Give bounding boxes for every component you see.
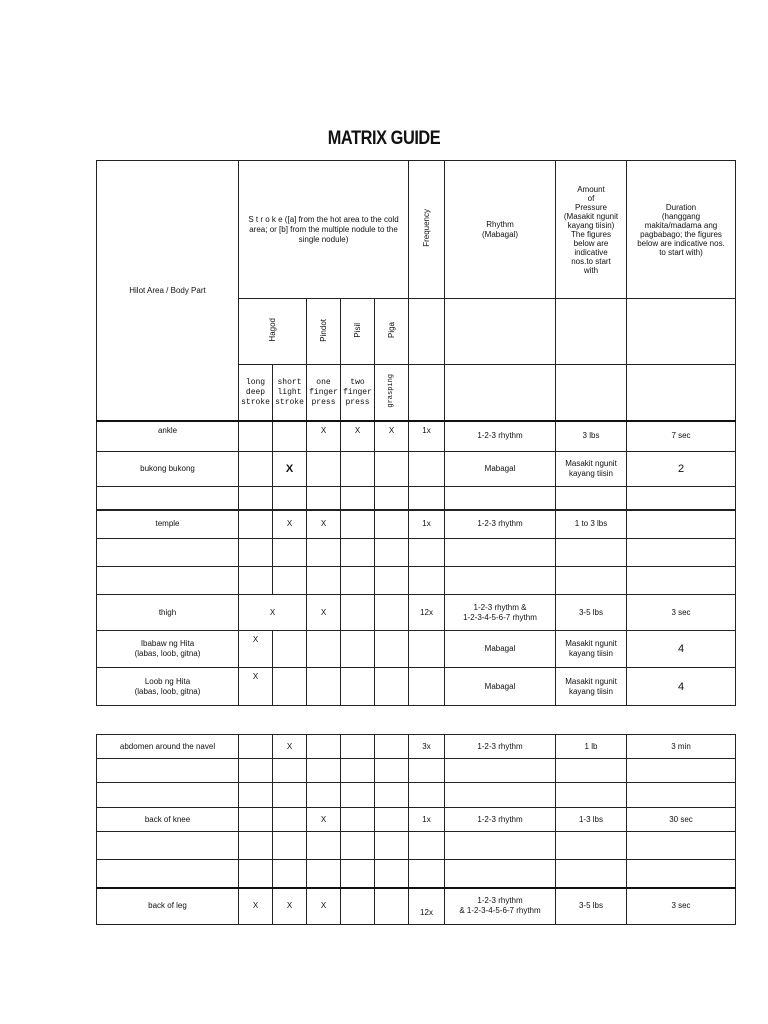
cell-pindot: X — [307, 510, 341, 539]
cell-duration: 7 sec — [627, 421, 736, 451]
cell-hagod-short: X — [273, 735, 307, 759]
cell-duration: 4 — [627, 631, 736, 668]
matrix-section-temple — [96, 509, 736, 595]
table-row — [97, 860, 736, 888]
cell-rhythm: Mabagal — [445, 631, 556, 668]
technique-pindot: Pindot — [307, 299, 341, 365]
technique-hagod: Hagod — [239, 299, 307, 365]
cell-rhythm: 1-2-3 rhythm — [445, 421, 556, 451]
cell-frequency: 1x — [409, 808, 445, 832]
cell-rhythm: Mabagal — [445, 668, 556, 706]
cell-pressure: 1 to 3 lbs — [556, 510, 627, 539]
cell-pressure: 3 lbs — [556, 421, 627, 451]
header-stroke: S t r o k e ([a] from the hot area to the cold area; or [b] from the multiple nodule to the single nodule) — [239, 161, 409, 299]
matrix-section-ankle — [96, 420, 736, 511]
technique-piga: Piga — [375, 299, 409, 365]
cell-hagod-long: X — [239, 631, 273, 668]
cell-piga: X — [375, 421, 409, 451]
cell-duration: 3 sec — [627, 888, 736, 925]
cell-pindot: X — [307, 888, 341, 925]
table-row — [97, 668, 736, 706]
cell-hagod-short: X — [273, 510, 307, 539]
cell-duration: 3 min — [627, 735, 736, 759]
sub-one-finger-press: one finger press — [307, 365, 341, 421]
cell-rhythm: Mabagal — [445, 451, 556, 486]
table-row — [97, 567, 736, 595]
header-frequency: Frequency — [409, 161, 445, 299]
cell-rhythm: 1-2-3 rhythm & 1-2-3-4-5-6-7 rhythm — [445, 595, 556, 631]
table-row — [97, 486, 736, 510]
cell-hagod-short: X — [273, 451, 307, 486]
sub-short-light-stroke: short light stroke — [273, 365, 307, 421]
cell-rhythm: 1-2-3 rhythm — [445, 808, 556, 832]
cell-pressure: 1 lb — [556, 735, 627, 759]
cell-pressure: 1-3 lbs — [556, 808, 627, 832]
header-body-part: Hilot Area / Body Part — [97, 161, 239, 421]
cell-frequency: 1x — [409, 510, 445, 539]
cell-part: bukong bukong — [97, 451, 239, 486]
table-row — [97, 631, 736, 668]
cell-duration: 30 sec — [627, 808, 736, 832]
cell-part: back of leg — [97, 888, 239, 925]
cell-pindot: X — [307, 421, 341, 451]
cell-frequency: 3x — [409, 735, 445, 759]
cell-pindot: X — [307, 808, 341, 832]
table-row — [97, 595, 736, 631]
cell-duration: 4 — [627, 668, 736, 706]
table-row — [97, 735, 736, 759]
table-row — [97, 539, 736, 567]
cell-pisil: X — [341, 421, 375, 451]
table-row — [97, 759, 736, 783]
table-row — [97, 783, 736, 808]
matrix-section-abdomen — [96, 734, 736, 925]
table-row — [97, 808, 736, 832]
sub-two-finger-press: two finger press — [341, 365, 375, 421]
cell-part: abdomen around the navel — [97, 735, 239, 759]
cell-pindot: X — [307, 595, 341, 631]
cell-part: back of knee — [97, 808, 239, 832]
sub-grasping: grasping — [375, 365, 409, 421]
cell-part: Ibabaw ng Hita (labas, loob, gitna) — [97, 631, 239, 668]
matrix-section-thigh — [96, 594, 736, 706]
cell-hagod-long: X — [239, 888, 273, 925]
table-row — [97, 832, 736, 860]
cell-duration: 2 — [627, 451, 736, 486]
cell-part: thigh — [97, 595, 239, 631]
cell-part: temple — [97, 510, 239, 539]
cell-rhythm: 1-2-3 rhythm & 1-2-3-4-5-6-7 rhythm — [445, 888, 556, 925]
cell-hagod-short: X — [273, 888, 307, 925]
header-rhythm: Rhythm (Mabagal) — [445, 161, 556, 299]
cell-hagod: X — [239, 595, 307, 631]
table-row — [97, 421, 736, 451]
page-title: MATRIX GUIDE — [327, 128, 441, 149]
cell-pressure: 3-5 lbs — [556, 595, 627, 631]
cell-pressure: Masakit ngunit kayang tiisin — [556, 451, 627, 486]
technique-pisil: Pisil — [341, 299, 375, 365]
matrix-header — [96, 160, 736, 421]
header-duration: Duration (hanggang makita/madama ang pagbabago; the figures below are indicative nos. to start with) — [627, 161, 736, 299]
cell-part: Loob ng Hita (labas, loob, gitna) — [97, 668, 239, 706]
cell-pressure: Masakit ngunit kayang tiisin — [556, 631, 627, 668]
cell-frequency: 12x — [409, 888, 445, 925]
cell-frequency: 1x — [409, 421, 445, 451]
sub-long-deep-stroke: long deep stroke — [239, 365, 273, 421]
cell-rhythm: 1-2-3 rhythm — [445, 735, 556, 759]
table-row — [97, 510, 736, 539]
cell-pressure: Masakit ngunit kayang tiisin — [556, 668, 627, 706]
cell-part: ankle — [97, 421, 239, 451]
table-row — [97, 451, 736, 486]
cell-frequency: 12x — [409, 595, 445, 631]
header-pressure: Amount of Pressure (Masakit ngunit kayang tiisin) The figures below are indicative nos.to start with — [556, 161, 627, 299]
cell-pressure: 3-5 lbs — [556, 888, 627, 925]
cell-duration: 3 sec — [627, 595, 736, 631]
cell-rhythm: 1-2-3 rhythm — [445, 510, 556, 539]
cell-hagod-long: X — [239, 668, 273, 706]
table-row — [97, 888, 736, 925]
